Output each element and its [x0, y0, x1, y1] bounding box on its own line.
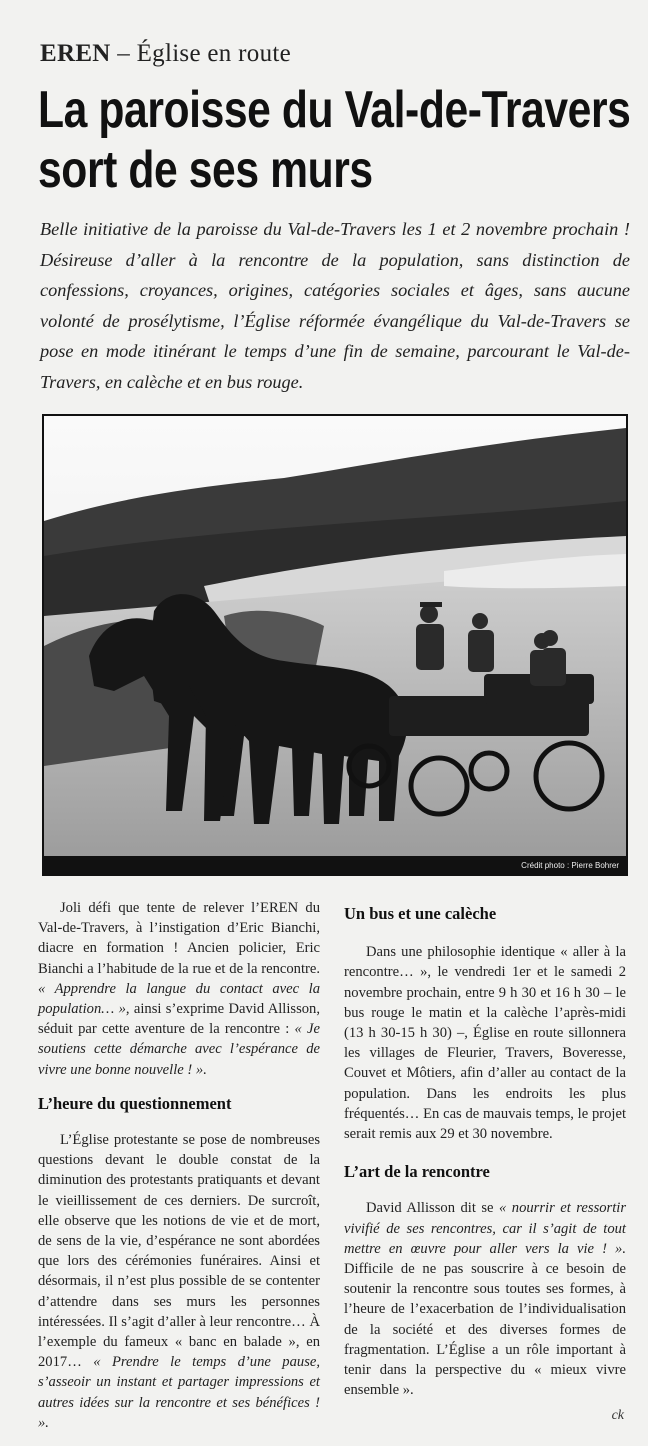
kicker-brand: EREN	[40, 40, 111, 67]
art-paragraph	[344, 1198, 626, 1400]
questionnement-text: L’Église protestante se pose de nombreuses questions devant le double constat de la diminution des protestants pratiquants et devant le vieillissement de ces derniers. De surcroît, elle observe que les notions de vie et de mort, de sens de la vie, d’espérance ne sont abordées que lors des cérémonies funéraires. Ainsi et désormais, il n’est plus possible de se contenter d’attendre dans ses murs les personnes intéressées. Il s’agit d’aller à leur rencontre… À l’exemple du fameux « banc en balade », en 2017…	[38, 1132, 320, 1371]
right-column	[344, 898, 626, 1400]
photo-credit: Crédit photo : Pierre Bohrer	[521, 861, 619, 870]
art-text-2: Difficile de ne pas souscrire à ce besoin de soutenir la rencontre sous toutes ses formes, à l’heure de l’exacerbation de l’individualisation de la société et des diverses formes de fragmentation. L’Église a un rôle important à tenir dans la perspective du « mieux vivre ensemble ».	[344, 1261, 626, 1399]
art-text-1: David Allisson dit se	[366, 1200, 500, 1217]
carriage-photo	[42, 414, 628, 876]
carriage-photo-illustration	[44, 416, 626, 874]
questionnement-quote: « Prendre le temps d’une pause, s’asseoir un instant et partager impressions et autres idées sur la rencontre et ses bénéfices ! ».	[38, 1354, 320, 1431]
section-kicker	[40, 40, 291, 68]
subheading-questionnement: L’heure du questionnement	[38, 1093, 232, 1113]
subheading-art: L’art de la rencontre	[344, 1162, 490, 1182]
author-signature: ck	[611, 1408, 624, 1423]
lead-paragraph: Belle initiative de la paroisse du Val-de-Travers les 1 et 2 novembre prochain ! Désireuse d’aller à la rencontre de la population, sans distinction de confessions, croyances, origines, catégories sociales et âges, sans aucune volonté de prosélytisme, l’Église réformée évangélique du Val-de-Travers se pose en mode itinérant le temps d’une fin de semaine, parcourant le Val-de-Travers, en calèche et en bus rouge.	[40, 219, 630, 392]
kicker-title: – Église en route	[110, 40, 292, 67]
headline-line-2: sort de ses murs	[38, 141, 373, 199]
intro-quote-1: « Apprendre la langue du contact avec la population… »	[38, 980, 320, 1018]
left-column	[38, 898, 320, 1433]
subheading-bus: Un bus et une calèche	[344, 904, 497, 923]
intro-paragraph	[38, 898, 320, 1080]
questionnement-paragraph	[38, 1130, 320, 1433]
headline-line-1: La paroisse du Val-de-Travers	[38, 81, 631, 139]
intro-text-1: Joli défi que tente de relever l’EREN du Val-de-Travers, à l’instigation d’Eric Bianchi, diacre en formation ! Ancien policier, Eric Bianchi a l’habitude de la rue et de la rencontre.	[38, 900, 320, 977]
headline	[38, 80, 641, 200]
intro-text-2: , ainsi s’exprime David Allisson, séduit par cette aventure de la rencontre :	[38, 1001, 320, 1038]
bus-paragraph: Dans une philosophie identique « aller à la rencontre… », le vendredi 1er et le samedi 2 novembre prochain, entre 9 h 30 et 16 h 30 – le bus rouge le matin et la calèche l’après-midi (13 h 30-15 h 30) –, Église en route sillonnera les villages de Fleurier, Travers, Boveresse, Couvet et Môtiers, afin d’aller au contact de la population. Dans les endroits les plus fréquentés… En cas de mauvais temps, le projet serait remis aux 29 et 30 novembre.	[344, 944, 626, 1143]
intro-quote-2: « Je soutiens cette démarche avec l’espérance de vivre une bonne nouvelle ! ».	[38, 1021, 320, 1078]
art-quote: « nourrir et ressortir vivifié de ses rencontres, car il s’agit de tout mettre en œuvre pour aller vers la vie ! ».	[344, 1200, 627, 1257]
